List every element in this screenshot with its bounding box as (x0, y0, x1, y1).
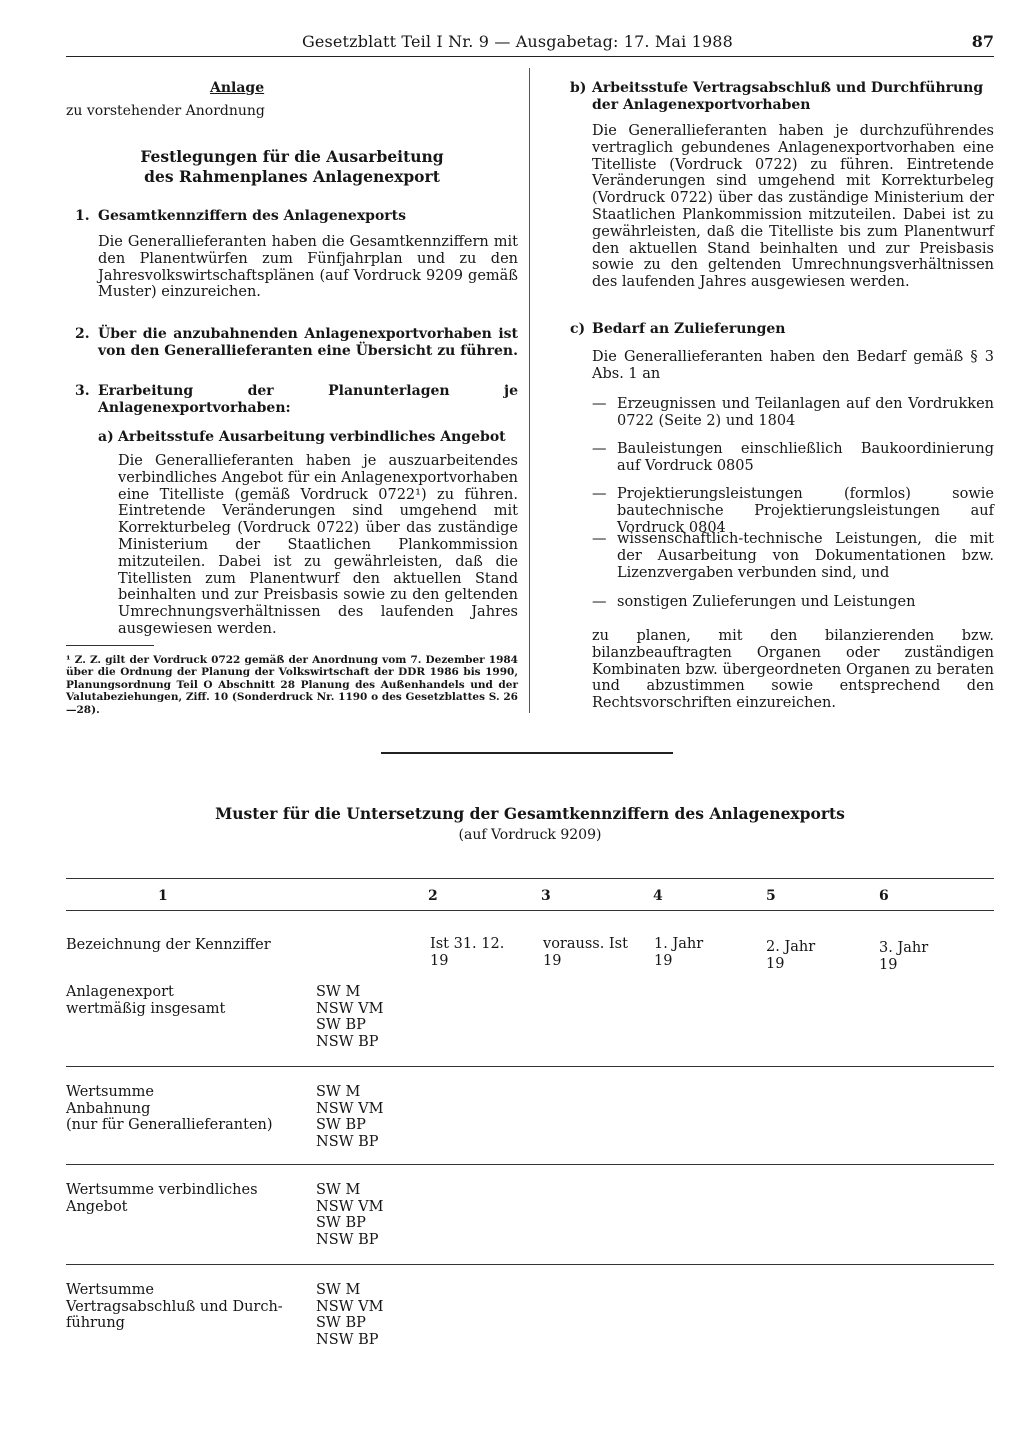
column-header-2: Ist 31. 12. 19 (430, 936, 505, 969)
column-number-5: 5 (766, 888, 776, 904)
header-title: Gesetzblatt Teil I Nr. 9 — Ausgabetag: 17. Mai 1988 (302, 32, 733, 51)
subsection-a-title: Arbeitsstufe Ausarbeitung verbindliches Angebot (118, 429, 506, 445)
column-number-1: 1 (158, 888, 168, 904)
table-row-codes: SW M NSW VM SW BP NSW BP (316, 1182, 384, 1248)
page-number: 87 (971, 32, 994, 51)
footnote-rule (66, 645, 154, 646)
anlage-label: Anlage (210, 80, 265, 96)
dash-marker: — (592, 531, 607, 547)
list-item-text: Projektierungsleistungen (formlos) sowie bautechnische Projektierungsleistungen auf Vordruck 0804 (617, 486, 994, 536)
footnote: ¹ Z. Z. gilt der Vordruck 0722 gemäß der Anordnung vom 7. Dezember 1984 über die Ordnung der Planung der Volkswirtschaft der DDR 1986 bis 1990, Planungsordnung Teil O Abschnitt 28 Planung des Außenhandels und der Valutabeziehungen, Ziff. 10 (Sonderdruck Nr. 1190 o des Gesetzblattes S. 26—28). (66, 654, 518, 716)
subsection-a-body: Die Generallieferanten haben je auszuarbeitendes verbindliches Angebot für ein Anlagenexportvorhaben eine Titelliste (gemäß Vordruck 0722¹) zu führen. Eintretende Veränderungen sind umgehend mit Korrekturbeleg (Vordruck 0722) über das zuständige Ministerium der Staatlichen Plankommission mitzuteilen. Dabei ist zu gewährleisten, daß die Titellisten zum Planentwurf den aktuellen Stand beinhalten und zur Preisbasis sowie zu den geltenden Umrechnungsverhältnissen des laufenden Jahres ausgewiesen werden. (118, 453, 519, 637)
main-heading (66, 147, 518, 187)
table-row-label: Anlagenexport wertmäßig insgesamt (66, 984, 226, 1017)
table-row-rule (66, 1066, 994, 1067)
subsection-b-label: b) (570, 80, 587, 96)
column-header-6: 3. Jahr 19 (879, 940, 929, 973)
table-row-label: Wertsumme Anbahnung (nur für Generallieferanten) (66, 1084, 273, 1133)
table-row-codes: SW M NSW VM SW BP NSW BP (316, 1084, 384, 1150)
subsection-c-outro: zu planen, mit den bilanzierenden bzw. bilanzbeauftragten Organen oder zuständigen Kombinaten bzw. übergeordneten Organen zu beraten und abzustimmen sowie entsprechend den Rechtsvorschriften einzureichen. (592, 628, 994, 712)
section-title: Über die anzubahnenden Anlagenexportvorhaben ist von den Generallieferanten eine Übersicht zu führen. (98, 326, 518, 359)
dash-marker: — (592, 396, 607, 412)
subsection-c-intro: Die Generallieferanten haben den Bedarf gemäß § 3 Abs. 1 an (592, 349, 994, 382)
main-heading-line-1: Festlegungen für die Ausarbeitung (140, 147, 444, 166)
section-title: Gesamtkennziffern des Anlagenexports (98, 208, 407, 224)
anlage-subtitle: zu vorstehender Anordnung (66, 103, 265, 119)
page-header (66, 32, 994, 60)
table-top-rule (66, 878, 994, 879)
header-rule (66, 56, 994, 57)
subsection-a-label: a) (98, 429, 114, 445)
subsection-b-title: Arbeitsstufe Vertragsabschluß und Durchführung der Anlagenexportvorhaben (592, 80, 984, 113)
kennziffer-table (66, 878, 994, 1378)
muster-subtitle: (auf Vordruck 9209) (458, 827, 602, 843)
table-row-codes: SW M NSW VM SW BP NSW BP (316, 1282, 384, 1348)
section-number: 1. (75, 208, 90, 224)
section-title: Erarbeitung der Planunterlagen je Anlagenexportvorhaben: (98, 383, 518, 416)
column-header-3: vorauss. Ist 19 (543, 936, 628, 969)
table-row-label: Wertsumme Vertragsabschluß und Durch- führung (66, 1282, 283, 1331)
column-number-6: 6 (879, 888, 889, 904)
section-number: 2. (75, 326, 90, 342)
main-heading-line-2: des Rahmenplanes Anlagenexport (144, 167, 440, 186)
column-header-label: Bezeichnung der Kennziffer (66, 937, 271, 953)
table-row-rule (66, 1164, 994, 1165)
column-header-5: 2. Jahr 19 (766, 939, 816, 972)
column-number-3: 3 (541, 888, 551, 904)
subsection-c-title: Bedarf an Zulieferungen (592, 321, 786, 337)
column-number-2: 2 (428, 888, 438, 904)
dash-marker: — (592, 441, 607, 457)
table-row-rule (66, 1264, 994, 1265)
section-number: 3. (75, 383, 90, 399)
section-body: Die Generallieferanten haben die Gesamtkennziffern mit den Planentwürfen zum Fünfjahrplan und zu den Jahresvolkswirtschaftsplänen (auf Vordruck 9209 gemäß Muster) einzureichen. (98, 234, 518, 301)
dash-marker: — (592, 594, 607, 610)
list-item-text: Bauleistungen einschließlich Baukoordinierung auf Vordruck 0805 (617, 441, 994, 474)
subsection-b-body: Die Generallieferanten haben je durchzuführendes vertraglich gebundenes Anlagenexportvorhaben eine Titelliste (Vordruck 0722) zu führen. Eintretende Veränderungen sind umgehend mit Korrekturbeleg (Vordruck 0722) über das zuständige Ministerium der Staatlichen Plankommission mitzuteilen. Dabei ist zu gewährleisten, daß die Titelliste bis zum Planentwurf den aktuellen Stand beinhalten und zur Preisbasis sowie zu den geltenden Umrechnungsverhältnissen des laufenden Jahres ausgewiesen werden. (592, 123, 994, 291)
list-item-text: wissenschaftlich-technische Leistungen, die mit der Ausarbeitung von Dokumentationen bzw. Lizenzvergaben verbunden sind, und (617, 531, 994, 581)
column-divider (529, 68, 530, 713)
table-row-label: Wertsumme verbindliches Angebot (66, 1182, 258, 1215)
list-item-text: Erzeugnissen und Teilanlagen auf den Vordrukken 0722 (Seite 2) und 1804 (617, 396, 994, 429)
column-header-4: 1. Jahr 19 (654, 936, 704, 969)
column-number-4: 4 (653, 888, 663, 904)
subsection-c-label: c) (570, 321, 586, 337)
list-item-text: sonstigen Zulieferungen und Leistungen (617, 594, 916, 610)
section-divider (381, 752, 673, 754)
table-header-rule (66, 910, 994, 911)
muster-title: Muster für die Untersetzung der Gesamtkennziffern des Anlagenexports (215, 804, 845, 823)
table-row-codes: SW M NSW VM SW BP NSW BP (316, 984, 384, 1050)
dash-marker: — (592, 486, 607, 502)
